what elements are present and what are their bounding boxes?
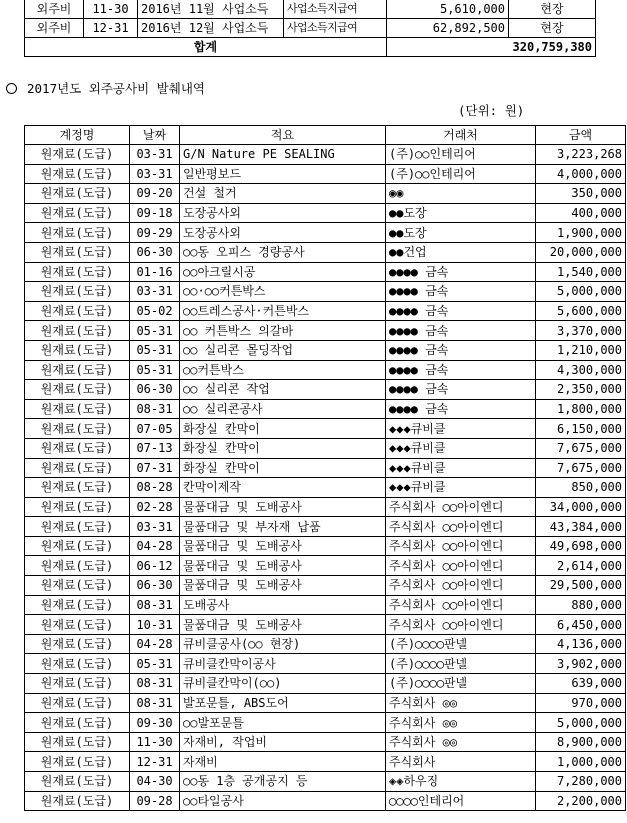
table-row <box>25 517 626 537</box>
account-cell: 원재료(도급) <box>25 301 130 321</box>
table-row <box>25 184 626 204</box>
amount-cell: 1,800,000 <box>536 399 626 419</box>
date-cell: 05-02 <box>130 301 180 321</box>
table-row <box>25 713 626 733</box>
date-cell: 08-28 <box>130 478 180 498</box>
table-row <box>25 419 626 439</box>
vendor-cell: (주)○○인테리어 <box>386 164 536 184</box>
table-row <box>25 615 626 635</box>
date-cell: 07-05 <box>130 419 180 439</box>
description-cell: 물품대금 및 도배공사 <box>180 497 386 517</box>
date-cell: 06-30 <box>130 380 180 400</box>
table-row <box>25 360 626 380</box>
table-row <box>25 595 626 615</box>
table-row <box>25 380 626 400</box>
table-row <box>25 732 626 752</box>
previous-section-table <box>24 0 596 57</box>
account-cell: 원재료(도급) <box>25 497 130 517</box>
date-cell: 03-31 <box>130 282 180 302</box>
account-cell: 원재료(도급) <box>25 772 130 792</box>
vendor-cell: ●●●● 금속 <box>386 282 536 302</box>
description-cell: ○○동 오피스 경량공사 <box>180 242 386 262</box>
vendor-cell: 주식회사 ◯◯아이엔디 <box>386 497 536 517</box>
table-row <box>25 536 626 556</box>
date-cell: 09-30 <box>130 713 180 733</box>
amount-cell: 3,902,000 <box>536 654 626 674</box>
amount-cell: 880,000 <box>536 595 626 615</box>
vendor-cell: ◈◈하우징 <box>386 772 536 792</box>
table-row <box>25 19 596 38</box>
vendor-cell: (주)◯◯◯◯판넬 <box>386 654 536 674</box>
vendor-cell: 주식회사 ◎◎ <box>386 732 536 752</box>
amount-cell: 2,614,000 <box>536 556 626 576</box>
amount-cell: 1,900,000 <box>536 223 626 243</box>
description-cell: ○○ 실리콘 작업 <box>180 380 386 400</box>
amount-cell: 5,610,000 <box>387 0 509 19</box>
vendor-cell: 주식회사 <box>386 752 536 772</box>
account-cell: 원재료(도급) <box>25 203 130 223</box>
date-cell: 04-28 <box>130 634 180 654</box>
amount-cell: 49,698,000 <box>536 536 626 556</box>
vendor-cell: ◆◆◆큐비클 <box>386 458 536 478</box>
amount-cell: 1,000,000 <box>536 752 626 772</box>
amount-cell: 29,500,000 <box>536 576 626 596</box>
date-cell: 06-30 <box>130 242 180 262</box>
outsourcing-cost-table <box>24 125 626 811</box>
amount-cell: 4,000,000 <box>536 164 626 184</box>
amount-cell: 7,675,000 <box>536 438 626 458</box>
table-row <box>25 576 626 596</box>
vendor-cell: 주식회사 ◯◯아이엔디 <box>386 615 536 635</box>
vendor-cell: (주)◯◯◯◯판넬 <box>386 674 536 694</box>
date-cell: 03-31 <box>130 517 180 537</box>
total-amount: 320,759,380 <box>387 38 596 57</box>
description-cell: 화장실 칸막이 <box>180 458 386 478</box>
table-row <box>25 772 626 792</box>
description-cell: G/N Nature PE SEALING <box>180 145 386 165</box>
vendor-cell: 주식회사 ◯◯아이엔디 <box>386 595 536 615</box>
amount-cell: 8,900,000 <box>536 732 626 752</box>
description-cell: 물품대금 및 부자재 납품 <box>180 517 386 537</box>
account-cell: 원재료(도급) <box>25 321 130 341</box>
table-row <box>25 340 626 360</box>
date-cell: 05-31 <box>130 321 180 341</box>
date-cell: 07-31 <box>130 458 180 478</box>
description-cell: ○○동 1층 공개공지 등 <box>180 772 386 792</box>
amount-cell: 970,000 <box>536 693 626 713</box>
date-cell: 03-31 <box>130 145 180 165</box>
description-cell: ○○ 실리콘공사 <box>180 399 386 419</box>
account-cell: 원재료(도급) <box>25 732 130 752</box>
table-row <box>25 791 626 811</box>
table-row <box>25 693 626 713</box>
table-row <box>25 458 626 478</box>
amount-cell: 850,000 <box>536 478 626 498</box>
table-header-row <box>25 126 626 145</box>
account-cell: 원재료(도급) <box>25 713 130 733</box>
date-cell: 09-29 <box>130 223 180 243</box>
vendor-cell: ◆◆◆큐비클 <box>386 438 536 458</box>
table-row <box>25 674 626 694</box>
account-cell: 원재료(도급) <box>25 654 130 674</box>
account-cell: 원재료(도급) <box>25 458 130 478</box>
description-cell: 도장공사외 <box>180 203 386 223</box>
date-cell: 08-31 <box>130 674 180 694</box>
note-cell: 현장 <box>509 19 596 38</box>
account-cell: 원재료(도급) <box>25 478 130 498</box>
description-cell: 화장실 칸막이 <box>180 419 386 439</box>
table-row <box>25 0 596 19</box>
date-cell: 12-31 <box>130 752 180 772</box>
table-row <box>25 242 626 262</box>
amount-cell: 1,540,000 <box>536 262 626 282</box>
account-cell: 외주비 <box>25 0 84 19</box>
vendor-cell: ◯◯◯◯인테리어 <box>386 791 536 811</box>
description-cell: 물품대금 및 도배공사 <box>180 536 386 556</box>
amount-cell: 2,200,000 <box>536 791 626 811</box>
amount-cell: 4,300,000 <box>536 360 626 380</box>
amount-cell: 7,280,000 <box>536 772 626 792</box>
amount-cell: 5,000,000 <box>536 713 626 733</box>
date-cell: 09-20 <box>130 184 180 204</box>
vendor-cell: ●●도장 <box>386 223 536 243</box>
table-row <box>25 145 626 165</box>
vendor-cell: ●●●● 금속 <box>386 301 536 321</box>
date-cell: 05-31 <box>130 340 180 360</box>
vendor-cell: ●●●● 금속 <box>386 262 536 282</box>
vendor-cell: ●●●● 금속 <box>386 380 536 400</box>
description-cell: ○○발포문틀 <box>180 713 386 733</box>
table-row <box>25 438 626 458</box>
description-cell: ○○아크릴시공 <box>180 262 386 282</box>
account-cell: 원재료(도급) <box>25 517 130 537</box>
description-cell: 큐비클칸막이공사 <box>180 654 386 674</box>
account-cell: 원재료(도급) <box>25 536 130 556</box>
date-cell: 12-31 <box>84 19 138 38</box>
description-cell: 자재비 <box>180 752 386 772</box>
amount-cell: 5,600,000 <box>536 301 626 321</box>
table-row <box>25 752 626 772</box>
amount-cell: 62,892,500 <box>387 19 509 38</box>
table-row <box>25 223 626 243</box>
date-cell: 11-30 <box>130 732 180 752</box>
description-cell: 건설 철거 <box>180 184 386 204</box>
description-cell: 칸막이제작 <box>180 478 386 498</box>
amount-cell: 5,000,000 <box>536 282 626 302</box>
account-cell: 원재료(도급) <box>25 184 130 204</box>
account-cell: 원재료(도급) <box>25 282 130 302</box>
amount-cell: 4,136,000 <box>536 634 626 654</box>
vendor-cell: 주식회사 ◯◯아이엔디 <box>386 576 536 596</box>
vendor-cell: 주식회사 ◎◎ <box>386 713 536 733</box>
amount-cell: 639,000 <box>536 674 626 694</box>
total-label: 합계 <box>25 38 387 57</box>
description-cell: ○○트레스공사·커튼박스 <box>180 301 386 321</box>
vendor-cell: ●●●● 금속 <box>386 360 536 380</box>
header-vendor: 거래처 <box>386 126 536 145</box>
description-cell: 도장공사외 <box>180 223 386 243</box>
account-cell: 원재료(도급) <box>25 419 130 439</box>
header-amount: 금액 <box>536 126 626 145</box>
date-cell: 05-31 <box>130 654 180 674</box>
account-cell: 원재료(도급) <box>25 556 130 576</box>
description-cell: 물품대금 및 도배공사 <box>180 576 386 596</box>
vendor-cell: ●●건업 <box>386 242 536 262</box>
description-cell: 자재비, 작업비 <box>180 732 386 752</box>
description-cell: ○○ 실리콘 몰딩작업 <box>180 340 386 360</box>
table-row <box>25 634 626 654</box>
account-cell: 원재료(도급) <box>25 752 130 772</box>
table-row <box>25 282 626 302</box>
vendor-cell: ●●●● 금속 <box>386 321 536 341</box>
account-cell: 원재료(도급) <box>25 262 130 282</box>
circle-bullet-icon <box>6 83 17 94</box>
amount-cell: 6,450,000 <box>536 615 626 635</box>
vendor-cell: 주식회사 ◯◯아이엔디 <box>386 556 536 576</box>
description-cell: 물품대금 및 도배공사 <box>180 615 386 635</box>
vendor-cell: ●●●● 금속 <box>386 340 536 360</box>
table-row <box>25 478 626 498</box>
account-cell: 원재료(도급) <box>25 242 130 262</box>
table-row <box>25 321 626 341</box>
description-cell: 화장실 칸막이 <box>180 438 386 458</box>
vendor-cell: ◆◆◆큐비클 <box>386 419 536 439</box>
amount-cell: 3,370,000 <box>536 321 626 341</box>
date-cell: 04-28 <box>130 536 180 556</box>
header-date: 날짜 <box>130 126 180 145</box>
table-row <box>25 556 626 576</box>
description-cell: ○○커튼박스 <box>180 360 386 380</box>
account-cell: 원재료(도급) <box>25 380 130 400</box>
vendor-cell: ●●●● 금속 <box>386 399 536 419</box>
description-cell: 큐비클칸막이(○○) <box>180 674 386 694</box>
account-cell: 원재료(도급) <box>25 595 130 615</box>
account-cell: 원재료(도급) <box>25 223 130 243</box>
vendor-cell: ◆◆◆큐비클 <box>386 478 536 498</box>
date-cell: 02-28 <box>130 497 180 517</box>
note-cell: 현장 <box>509 0 596 19</box>
amount-cell: 20,000,000 <box>536 242 626 262</box>
account-cell: 원재료(도급) <box>25 634 130 654</box>
account-cell: 원재료(도급) <box>25 693 130 713</box>
table-row <box>25 164 626 184</box>
description-cell: 발포문틀, ABS도어 <box>180 693 386 713</box>
amount-cell: 1,210,000 <box>536 340 626 360</box>
date-cell: 08-31 <box>130 399 180 419</box>
description-cell: ○○ 커튼박스 의갈바 <box>180 321 386 341</box>
section-title <box>6 79 205 97</box>
account-cell: 원재료(도급) <box>25 399 130 419</box>
date-cell: 09-18 <box>130 203 180 223</box>
date-cell: 07-13 <box>130 438 180 458</box>
description-cell: 도배공사 <box>180 595 386 615</box>
amount-cell: 34,000,000 <box>536 497 626 517</box>
account-cell: 원재료(도급) <box>25 791 130 811</box>
vendor-cell: (주)○○인테리어 <box>386 145 536 165</box>
date-cell: 06-30 <box>130 576 180 596</box>
type-cell: 사업소득지급여 <box>284 0 387 19</box>
date-cell: 08-31 <box>130 693 180 713</box>
description-cell: ○○·○○커튼박스 <box>180 282 386 302</box>
header-account: 계정명 <box>25 126 130 145</box>
account-cell: 외주비 <box>25 19 84 38</box>
date-cell: 01-16 <box>130 262 180 282</box>
account-cell: 원재료(도급) <box>25 615 130 635</box>
description-cell: 물품대금 및 도배공사 <box>180 556 386 576</box>
total-row <box>25 38 596 57</box>
section-title-text: 2017년도 외주공사비 발췌내역 <box>27 81 205 96</box>
date-cell: 11-30 <box>84 0 138 19</box>
amount-cell: 7,675,000 <box>536 458 626 478</box>
table-row <box>25 399 626 419</box>
table-row <box>25 301 626 321</box>
type-cell: 사업소득지급여 <box>284 19 387 38</box>
amount-cell: 43,384,000 <box>536 517 626 537</box>
vendor-cell: 주식회사 ◎◎ <box>386 693 536 713</box>
date-cell: 03-31 <box>130 164 180 184</box>
previous-section-body <box>25 0 596 57</box>
unit-note: (단위: 원) <box>458 103 525 118</box>
description-cell: 2016년 11월 사업소득 <box>138 0 284 19</box>
account-cell: 원재료(도급) <box>25 164 130 184</box>
account-cell: 원재료(도급) <box>25 438 130 458</box>
account-cell: 원재료(도급) <box>25 576 130 596</box>
account-cell: 원재료(도급) <box>25 674 130 694</box>
table-row <box>25 203 626 223</box>
vendor-cell: (주)◯◯◯◯판넬 <box>386 634 536 654</box>
amount-cell: 6,150,000 <box>536 419 626 439</box>
date-cell: 08-31 <box>130 595 180 615</box>
description-cell: 일반평보드 <box>180 164 386 184</box>
amount-cell: 3,223,268 <box>536 145 626 165</box>
description-cell: 2016년 12월 사업소득 <box>138 19 284 38</box>
amount-cell: 400,000 <box>536 203 626 223</box>
date-cell: 05-31 <box>130 360 180 380</box>
account-cell: 원재료(도급) <box>25 360 130 380</box>
vendor-cell: 주식회사 ◯◯아이엔디 <box>386 536 536 556</box>
date-cell: 09-28 <box>130 791 180 811</box>
description-cell: ○○타일공사 <box>180 791 386 811</box>
account-cell: 원재료(도급) <box>25 145 130 165</box>
amount-cell: 350,000 <box>536 184 626 204</box>
description-cell: 큐비클공사(○○ 현장) <box>180 634 386 654</box>
table-row <box>25 654 626 674</box>
account-cell: 원재료(도급) <box>25 340 130 360</box>
amount-cell: 2,350,000 <box>536 380 626 400</box>
header-description: 적요 <box>180 126 386 145</box>
table-body <box>25 145 626 811</box>
table-row <box>25 497 626 517</box>
table-row <box>25 262 626 282</box>
date-cell: 06-12 <box>130 556 180 576</box>
vendor-cell: 주식회사 ◯◯아이엔디 <box>386 517 536 537</box>
date-cell: 04-30 <box>130 772 180 792</box>
vendor-cell: ●●도장 <box>386 203 536 223</box>
date-cell: 10-31 <box>130 615 180 635</box>
vendor-cell: ◉◉ <box>386 184 536 204</box>
